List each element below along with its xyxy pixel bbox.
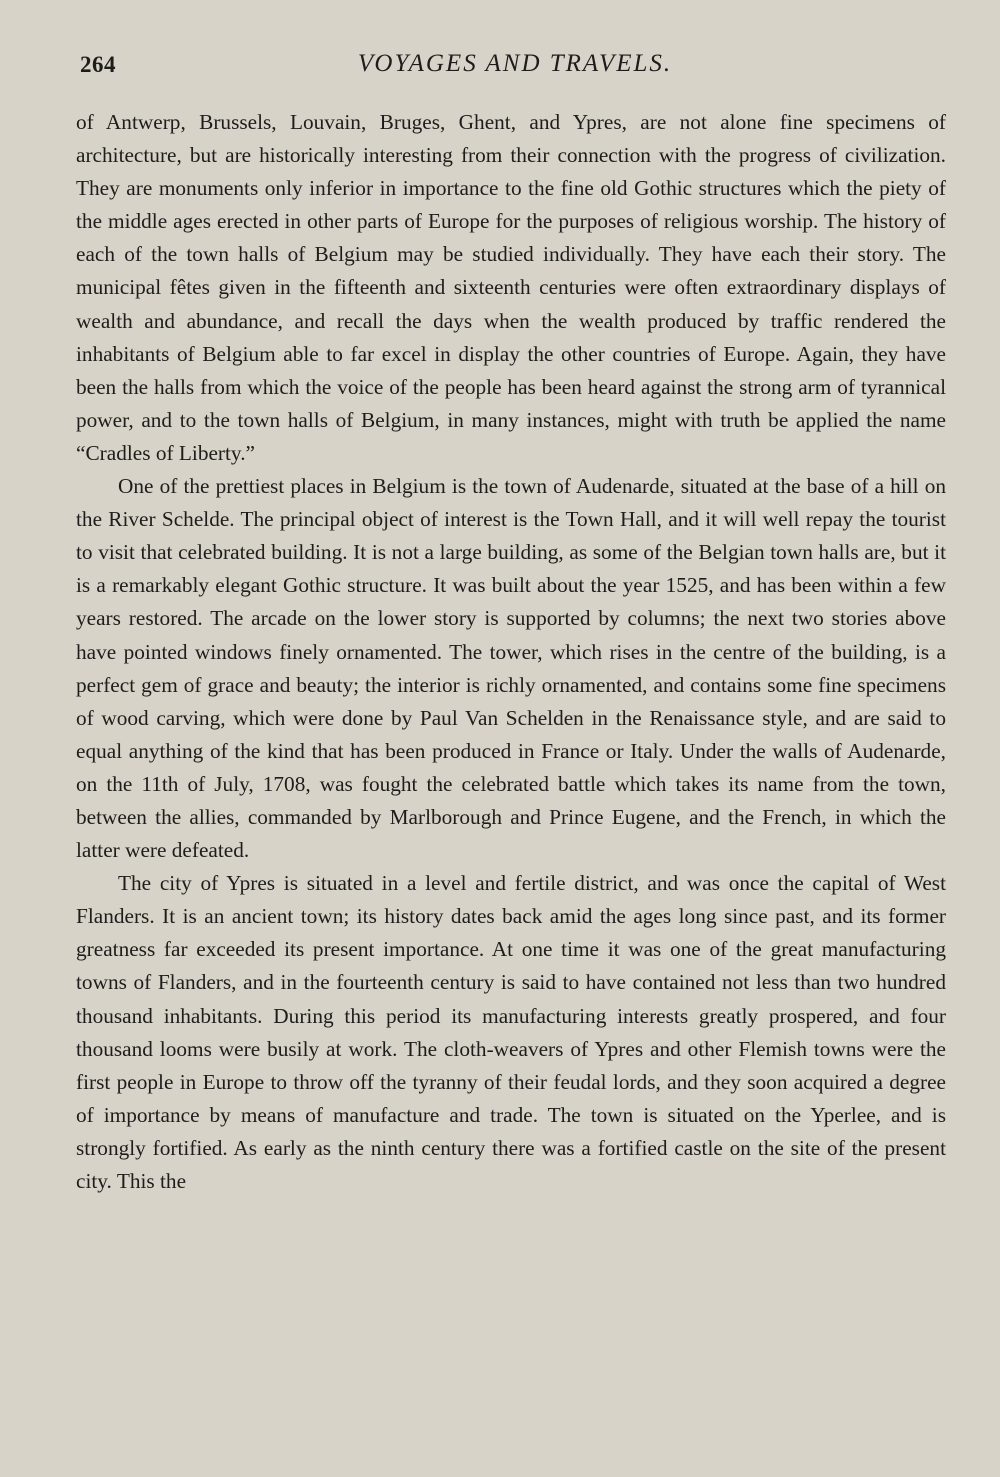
body-text [76, 106, 946, 1198]
running-title: VOYAGES AND TRAVELS. [357, 50, 673, 77]
page-header [80, 44, 950, 84]
paragraph-audenarde: One of the prettiest places in Belgium is the town of Audenarde, situated at the base of a hill on the River Schelde. The principal object of interest is the Town Hall, and it will well repay the tourist to visit that celebrated building. It is not a large building, as some of the Belgian town halls are, but it is a remarkably elegant Gothic structure. It was built about the year 1525, and has been within a few years restored. The arcade on the lower story is supported by columns; the next two stories above have pointed windows finely ornamented. The tower, which rises in the centre of the building, is a perfect gem of grace and beauty; the interior is richly ornamented, and contains some fine specimens of wood carving, which were done by Paul Van Schelden in the Renaissance style, and are said to equal anything of the kind that has been produced in France or Italy. Under the walls of Audenarde, on the 11th of July, 1708, was fought the celebrated battle which takes its name from the town, between the allies, commanded by Marlborough and Prince Eugene, and the French, in which the latter were defeated. [76, 474, 946, 863]
page-number: 264 [80, 52, 116, 77]
paragraph-town-halls: of Antwerp, Brussels, Louvain, Bruges, Ghent, and Ypres, are not alone fine specimens of architecture, but are historically interesting from their connection with the progress of civilization. They are monuments only inferior in importance to the fine old Gothic structures which the piety of the middle ages erected in other parts of Europe for the purposes of religious worship. The history of each of the town halls of Belgium may be studied individually. They have each their story. The municipal fêtes given in the fifteenth and sixteenth centuries were often extraordinary displays of wealth and abundance, and recall the days when the wealth produced by traffic rendered the inhabitants of Belgium able to far excel in display the other countries of Europe. Again, they have been the halls from which the voice of the people has been heard against the strong arm of tyrannical power, and to the town halls of Belgium, in many instances, might with truth be applied the name “Cradles of Liberty.” [76, 110, 946, 465]
paragraph-ypres: The city of Ypres is situated in a level and fertile district, and was once the capital of West Flanders. It is an ancient town; its history dates back amid the ages long since past, and its former greatness far exceeded its present importance. At one time it was one of the great manufacturing towns of Flanders, and in the fourteenth century is said to have contained not less than two hundred thousand inhabitants. During this period its manufacturing interests greatly prospered, and four thousand looms were busily at work. The cloth-weavers of Ypres and other Flemish towns were the first people in Europe to throw off the tyranny of their feudal lords, and they soon acquired a degree of importance by means of manufacture and trade. The town is situated on the Yperlee, and is strongly fortified. As early as the ninth century there was a fortified castle on the site of the present city. This the [76, 871, 946, 1193]
